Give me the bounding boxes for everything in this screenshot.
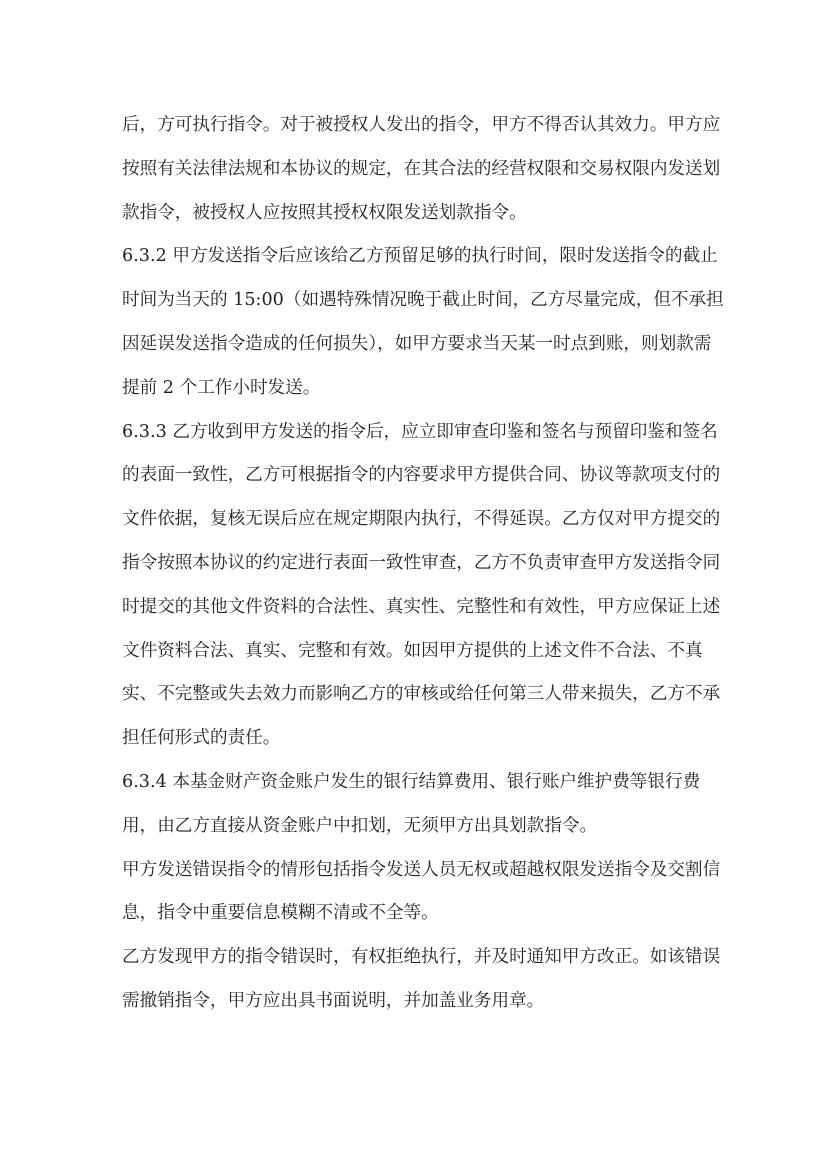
text-line: 6.3.3 乙方收到甲方发送的指令后，应立即审查印鉴和签名与预留印鉴和签名 xyxy=(122,421,718,442)
paragraph xyxy=(122,849,722,937)
text-line: 乙方发现甲方的指令错误时，有权拒绝执行，并及时通知甲方改正。如该错误 xyxy=(122,947,721,968)
text-line: 款指令，被授权人应按照其授权权限发送划款指令。 xyxy=(122,202,527,223)
text-line: 时间为当天的 15:00（如遇特殊情况晚于截止时间，乙方尽量完成，但不承担 xyxy=(122,290,724,311)
text-line: 指令按照本协议的约定进行表面一致性审查，乙方不负责审查甲方发送指令同 xyxy=(122,552,721,573)
text-line: 实、不完整或失去效力而影响乙方的审核或给任何第三人带来损失，乙方不承 xyxy=(122,684,721,705)
text-line: 因延误发送指令造成的任何损失），如甲方要求当天某一时点到账，则划款需 xyxy=(122,333,712,354)
text-line: 甲方发送错误指令的情形包括指令发送人员无权或超越权限发送指令及交割信 xyxy=(122,859,721,880)
text-line: 息，指令中重要信息模糊不清或不全等。 xyxy=(122,903,439,924)
paragraph xyxy=(122,411,722,761)
text-line: 6.3.2 甲方发送指令后应该给乙方预留足够的执行时间，限时发送指令的截止 xyxy=(122,246,718,267)
text-line: 的表面一致性，乙方可根据指令的内容要求甲方提供合同、协议等款项支付的 xyxy=(122,465,721,486)
paragraph xyxy=(122,104,722,235)
text-line: 提前 2 个工作小时发送。 xyxy=(122,377,321,398)
text-line: 文件资料合法、真实、完整和有效。如因甲方提供的上述文件不合法、不真 xyxy=(122,640,703,661)
text-line: 文件依据，复核无误后应在规定期限内执行，不得延误。乙方仅对甲方提交的 xyxy=(122,509,721,530)
text-line: 用，由乙方直接从资金账户中扣划，无须甲方出具划款指令。 xyxy=(122,815,598,836)
text-line: 需撤销指令，甲方应出具书面说明，并加盖业务用章。 xyxy=(122,990,545,1011)
text-line: 后，方可执行指令。对于被授权人发出的指令，甲方不得否认其效力。甲方应 xyxy=(122,115,721,135)
paragraph xyxy=(122,761,722,849)
text-line: 担任何形式的责任。 xyxy=(122,728,281,749)
document-page xyxy=(122,104,722,1024)
text-line: 按照有关法律法规和本协议的规定，在其合法的经营权限和交易权限内发送划 xyxy=(122,158,721,179)
text-line: 6.3.4 本基金财产资金账户发生的银行结算费用、银行账户维护费等银行费 xyxy=(122,771,701,792)
paragraph xyxy=(122,235,722,410)
paragraph xyxy=(122,936,722,1024)
text-line: 时提交的其他文件资料的合法性、真实性、完整性和有效性，甲方应保证上述 xyxy=(122,596,721,617)
